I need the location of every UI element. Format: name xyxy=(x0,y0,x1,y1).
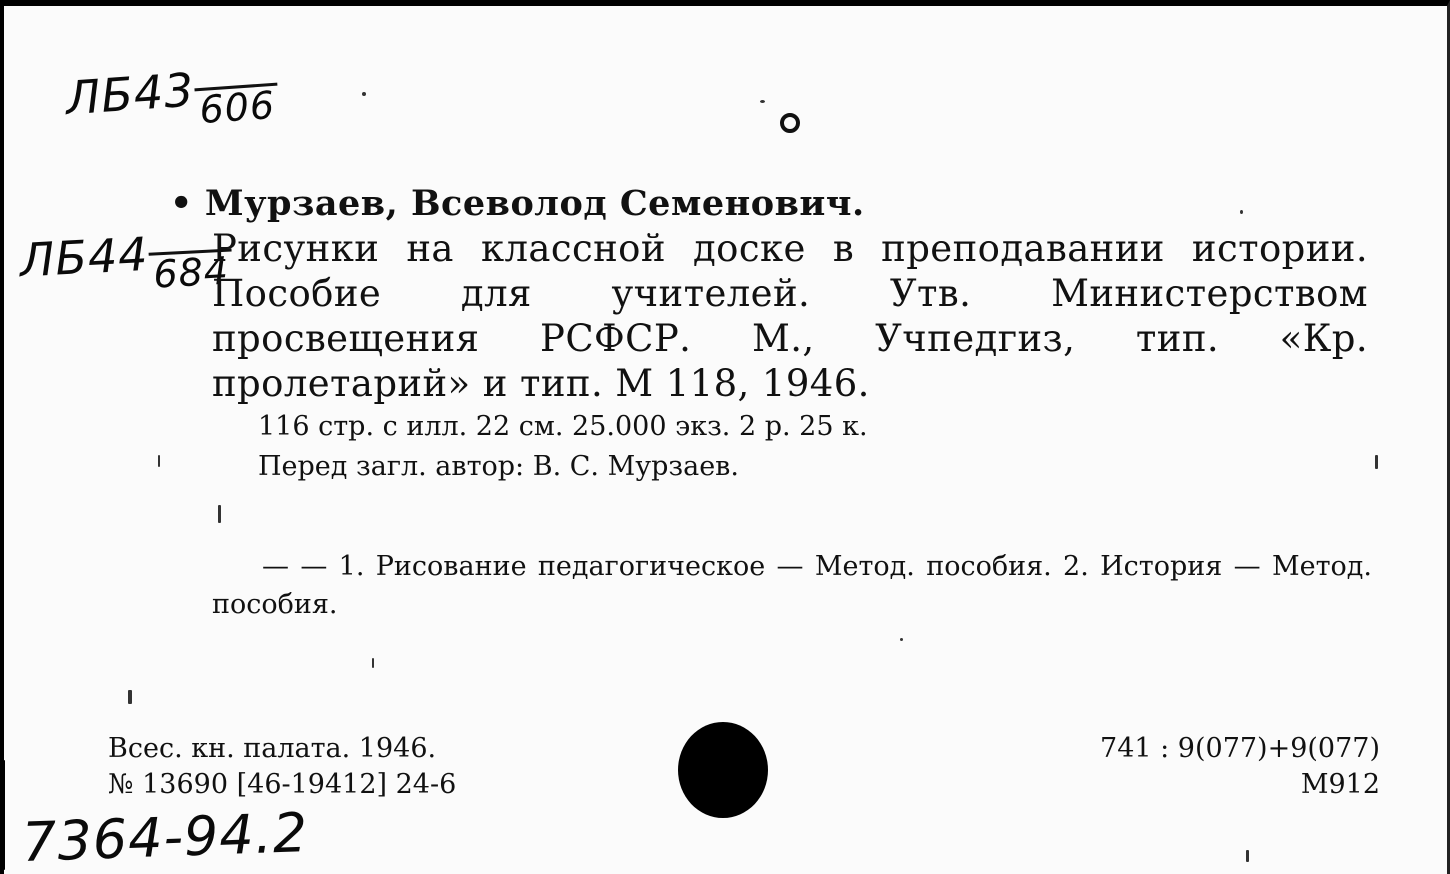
scan-speck xyxy=(760,100,765,103)
bullet-icon: • xyxy=(170,183,193,224)
classification-line: 741 : 9(077)+9(077) xyxy=(1100,733,1380,764)
collation-line: Перед загл. автор: В. С. Мурзаев. xyxy=(258,451,739,482)
scan-speck xyxy=(900,638,903,641)
punch-mark xyxy=(780,113,800,133)
call-number-2-main: ЛБ44 xyxy=(18,226,150,288)
handwritten-call-number-2 xyxy=(18,222,233,300)
collation-block xyxy=(258,407,868,487)
collation-line: 116 стр. с илл. 22 см. 25.000 экз. 2 р. 25 к. xyxy=(258,411,868,442)
scan-speck xyxy=(128,690,132,704)
title-block: Рисунки на классной доске в преподавании истории. Пособие для учителей. Утв. Министерством просвещения РСФСР. М., Учпедгиз, тип. «Кр. пролетарий» и тип. М 118, 1946. xyxy=(212,227,1368,405)
classification-code xyxy=(1100,731,1380,803)
scan-speck xyxy=(362,92,366,96)
scan-speck xyxy=(158,455,160,467)
call-number-1-sub: 606 xyxy=(194,83,280,130)
author-name: Мурзаев, Всеволод Семенович. xyxy=(204,183,865,224)
scan-speck xyxy=(372,658,374,668)
subject-headings: — — 1. Рисование педагогическое — Метод. пособия. 2. История — Метод. пособия. xyxy=(212,551,1372,620)
punch-hole xyxy=(678,722,768,818)
scan-speck xyxy=(1375,455,1378,469)
author-heading xyxy=(170,183,865,224)
call-number-1-main: ЛБ43 xyxy=(63,62,197,126)
chamber-reference xyxy=(108,731,456,803)
scan-edge xyxy=(2,760,5,870)
scan-speck xyxy=(218,505,221,523)
handwritten-inventory-number: 7364-94.2 xyxy=(20,801,310,874)
chamber-line: Всес. кн. палата. 1946. xyxy=(108,733,437,764)
handwritten-call-number-1 xyxy=(64,57,280,139)
call-number-2-sub: 684 xyxy=(148,248,234,293)
chamber-line: № 13690 [46-19412] 24-6 xyxy=(108,769,457,800)
scan-speck xyxy=(1246,850,1249,862)
scan-speck xyxy=(1240,210,1243,214)
classification-line: М912 xyxy=(1300,769,1380,800)
